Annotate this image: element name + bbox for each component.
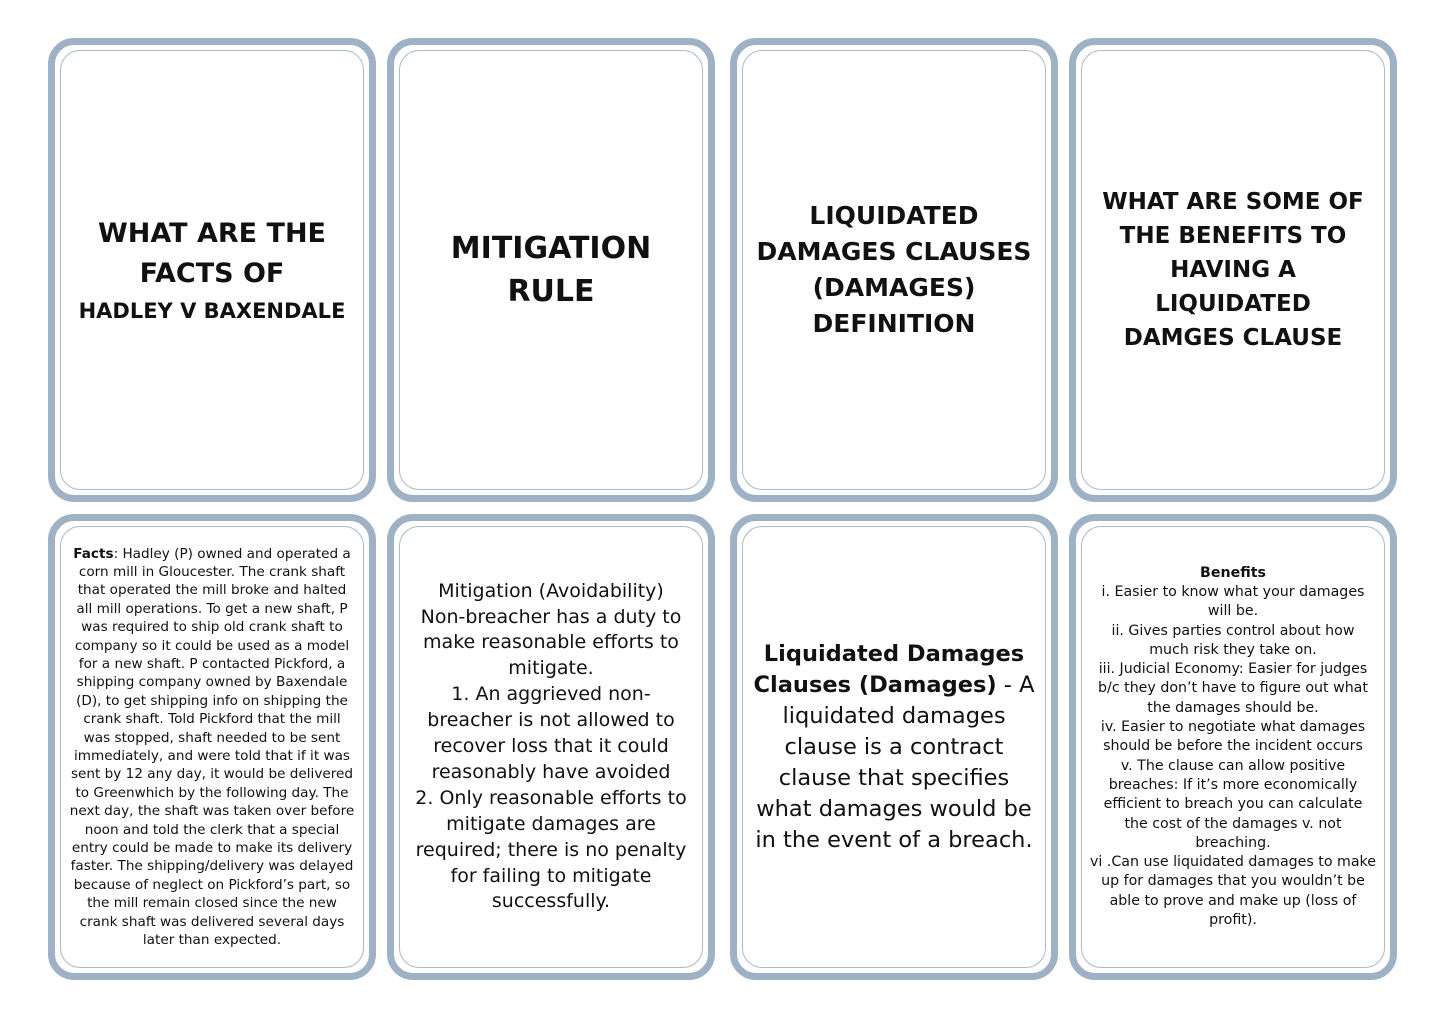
mitigation-item-1: 1. An aggrieved non-breacher is not allowed to recover loss that it could reasonably have avoided bbox=[427, 683, 675, 783]
card-title-line: (DAMAGES) bbox=[812, 273, 976, 302]
card-title-line: DEFINITION bbox=[812, 309, 976, 338]
card-benefits-question bbox=[1069, 38, 1397, 502]
mitigation-duty: Non-breacher has a duty to make reasonable efforts to mitigate. bbox=[420, 605, 682, 680]
benefit-item: iii. Judicial Economy: Easier for judges b/c they don’t have to figure out what the damages should be. bbox=[1098, 661, 1368, 716]
card-title-line: THE BENEFITS TO bbox=[1119, 223, 1347, 249]
card-inner bbox=[742, 50, 1046, 490]
card-title-line: RULE bbox=[507, 274, 595, 309]
card-inner bbox=[60, 50, 364, 490]
mitigation-heading: Mitigation (Avoidability) bbox=[438, 579, 664, 602]
card-inner bbox=[60, 526, 364, 968]
card-mitigation-question bbox=[387, 38, 715, 502]
benefit-item: iv. Easier to negotiate what damages should be before the incident occurs bbox=[1100, 719, 1366, 755]
benefit-item: v. The clause can allow positive breaches: If it’s more economically efficient to breach you can calculate the cost of the damages v. not breaching. bbox=[1103, 757, 1363, 851]
card-title-line: FACTS OF bbox=[139, 258, 285, 289]
ld-definition-paragraph bbox=[751, 639, 1037, 856]
facts-body: : Hadley (P) owned and operated a corn mill in Gloucester. The crank shaft that operated the mill broke and halted all mill operations. To get a new shaft, P was required to ship old crank shaft to company so it could be used as a model for a new shaft. P contacted Pickford, a shipping company owned by Baxendale (D), to get shipping info on shipping the crank shaft. Told Pickford that the mill was stopped, shaft needed to be sent immediately, and were told that if it was sent by 12 any day, it would be delivered to Greenwhich by the following day. The next day, the shaft was taken over before noon and told the clerk that a special entry could be made to make its delivery faster. The shipping/delivery was delayed because of neglect on Pickford’s part, so the mill remain closed since the new crank shaft was delivered several days later than expected. bbox=[69, 545, 355, 949]
card-title-line: DAMGES CLAUSE bbox=[1123, 325, 1343, 351]
benefit-item: i. Easier to know what your damages will be. bbox=[1101, 583, 1365, 620]
card-title-line: WHAT ARE SOME OF bbox=[1102, 189, 1364, 215]
card-inner bbox=[742, 526, 1046, 968]
ld-term: Liquidated Damages Clauses (Damages) bbox=[753, 640, 1025, 698]
card-benefits-answer bbox=[1069, 514, 1397, 980]
card-inner bbox=[399, 50, 703, 490]
card-inner bbox=[1081, 50, 1385, 490]
card-title-line: WHAT ARE THE bbox=[98, 218, 326, 249]
card-title-line: DAMAGES CLAUSES bbox=[756, 237, 1032, 266]
card-hadley-answer bbox=[48, 514, 376, 980]
card-title-line: MITIGATION bbox=[450, 231, 652, 266]
card-liquidated-answer bbox=[730, 514, 1058, 980]
benefits-heading: Benefits bbox=[1200, 564, 1266, 581]
facts-paragraph bbox=[67, 545, 357, 950]
card-subtitle: HADLEY V BAXENDALE bbox=[78, 299, 346, 323]
card-title-line: LIQUIDATED bbox=[809, 201, 979, 230]
card-mitigation-answer bbox=[387, 514, 715, 980]
card-inner bbox=[399, 526, 703, 968]
ld-definition: - A liquidated damages clause is a contract clause that specifies what damages would be in the event of a breach. bbox=[755, 671, 1035, 853]
card-hadley-question bbox=[48, 38, 376, 502]
card-title-line: HAVING A LIQUIDATED bbox=[1155, 257, 1311, 317]
benefit-item: vi .Can use liquidated damages to make up for damages that you wouldn’t be able to prove and make up (loss of profit). bbox=[1090, 854, 1376, 929]
facts-label: Facts bbox=[73, 545, 114, 562]
card-inner bbox=[1081, 526, 1385, 968]
mitigation-item-2: 2. Only reasonable efforts to mitigate damages are required; there is no penalty for failing to mitigate successfully. bbox=[415, 786, 687, 913]
card-liquidated-question bbox=[730, 38, 1058, 502]
benefit-item: ii. Gives parties control about how much risk they take on. bbox=[1111, 622, 1355, 658]
